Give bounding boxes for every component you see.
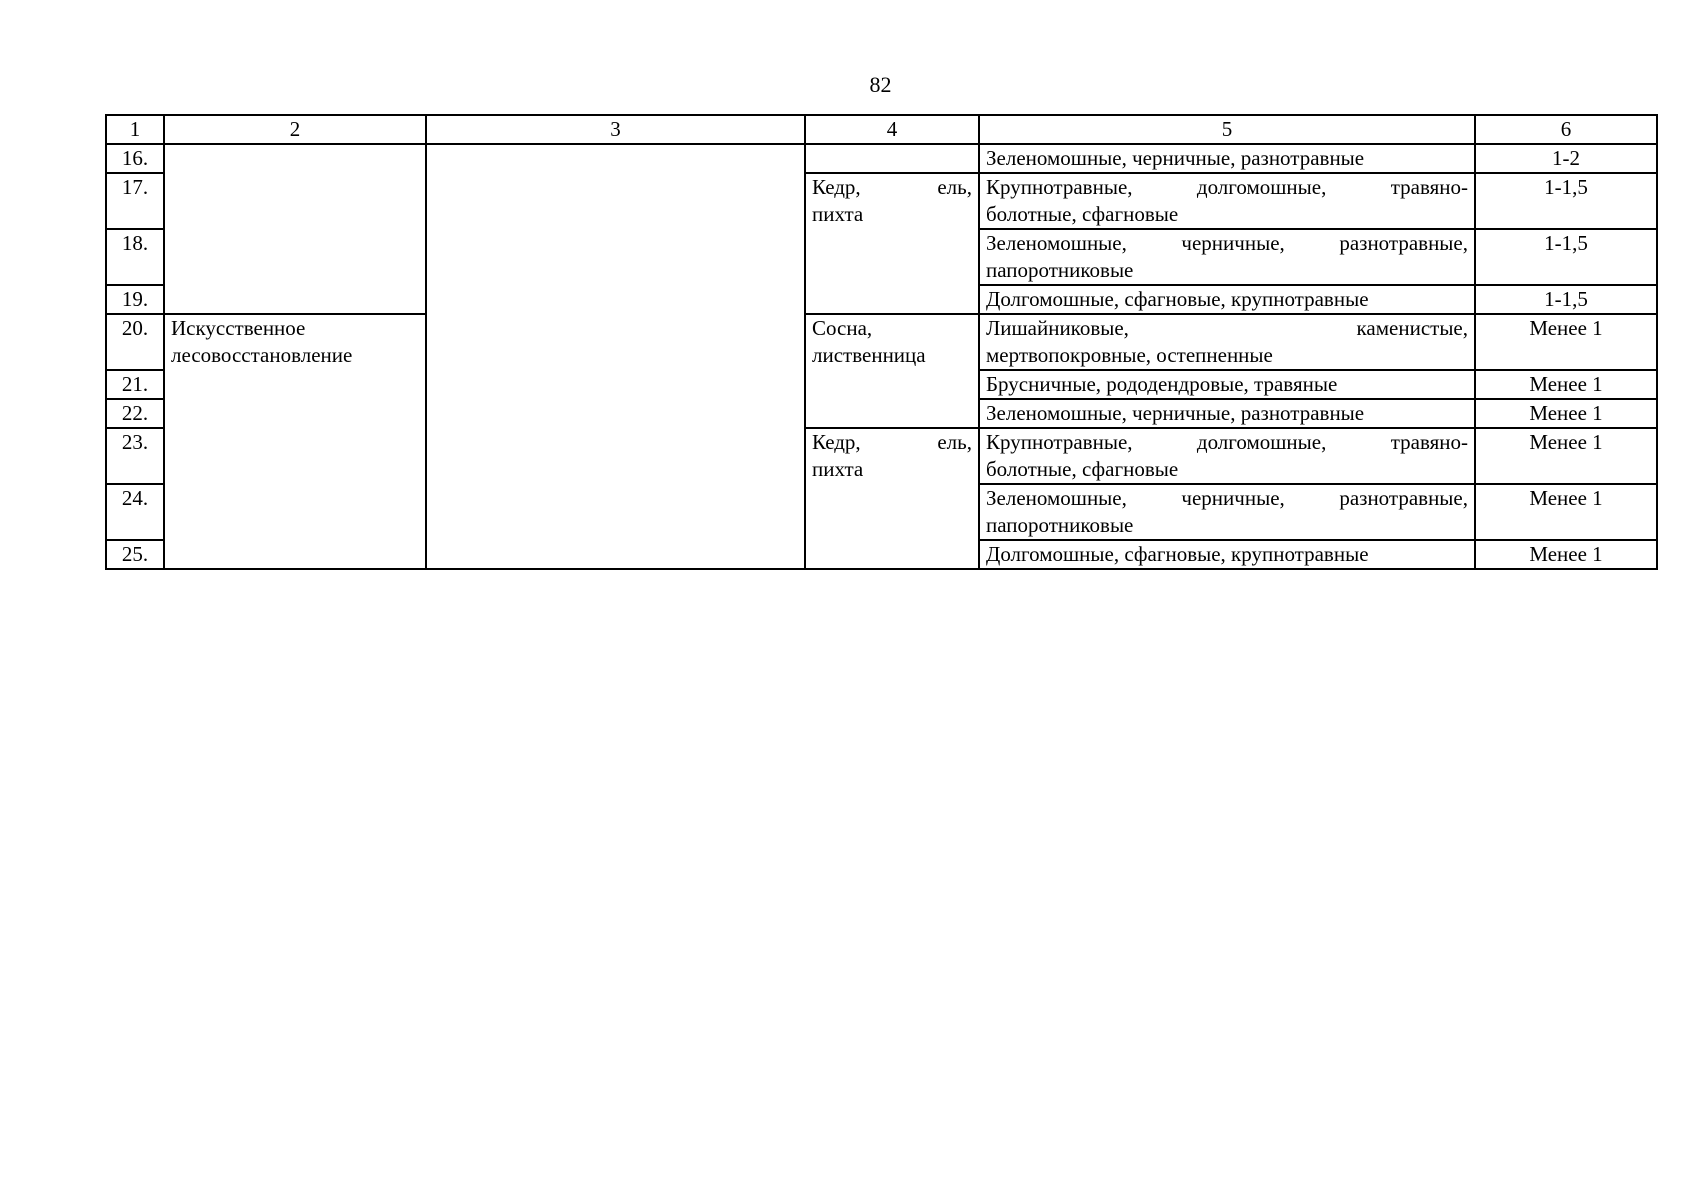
- table-row: [106, 144, 1657, 173]
- vegetation-line: Лишайниковые, каменистые,: [986, 316, 1468, 340]
- value-cell: 1-1,5: [1475, 285, 1657, 314]
- table-row: [106, 314, 1657, 370]
- row-number: 18.: [106, 229, 164, 285]
- row-number: 16.: [106, 144, 164, 173]
- species-line: пихта: [812, 202, 864, 226]
- row-number: 25.: [106, 540, 164, 569]
- species-cell: [805, 314, 979, 428]
- species-line: лиственница: [812, 343, 926, 367]
- vegetation-line: Зеленомошные, черничные, разнотравные: [986, 146, 1365, 170]
- header-cell: 5: [979, 115, 1475, 144]
- value-cell: Менее 1: [1475, 314, 1657, 370]
- row-number: 20.: [106, 314, 164, 370]
- value-cell: Менее 1: [1475, 540, 1657, 569]
- header-cell: 6: [1475, 115, 1657, 144]
- header-cell: 3: [426, 115, 805, 144]
- species-line: Кедр, ель,: [812, 175, 972, 199]
- header-cell: 4: [805, 115, 979, 144]
- header-cell: 1: [106, 115, 164, 144]
- vegetation-cell: [979, 173, 1475, 229]
- vegetation-line: Крупнотравные, долгомошные, травяно-: [986, 430, 1468, 454]
- row-number: 24.: [106, 484, 164, 540]
- value-cell: 1-2: [1475, 144, 1657, 173]
- row-number: 22.: [106, 399, 164, 428]
- method-line: лесовосстановление: [171, 343, 353, 367]
- species-line: Сосна,: [812, 316, 873, 340]
- column-3-cell-empty: [426, 144, 805, 569]
- value-cell: 1-1,5: [1475, 173, 1657, 229]
- method-cell-empty: [164, 144, 426, 314]
- value-cell: Менее 1: [1475, 399, 1657, 428]
- row-number: 23.: [106, 428, 164, 484]
- vegetation-line: Долгомошные, сфагновые, крупнотравные: [986, 287, 1369, 311]
- row-number: 21.: [106, 370, 164, 399]
- vegetation-line: болотные, сфагновые: [986, 202, 1179, 226]
- header-cell: 2: [164, 115, 426, 144]
- vegetation-cell: [979, 399, 1475, 428]
- vegetation-line: папоротниковые: [986, 513, 1134, 537]
- vegetation-line: мертвопокровные, остепненные: [986, 343, 1273, 367]
- row-number: 17.: [106, 173, 164, 229]
- row-number: 19.: [106, 285, 164, 314]
- value-cell: Менее 1: [1475, 370, 1657, 399]
- method-cell: [164, 314, 426, 569]
- vegetation-cell: [979, 314, 1475, 370]
- vegetation-cell: [979, 229, 1475, 285]
- method-line: Искусственное: [171, 316, 306, 340]
- value-cell: 1-1,5: [1475, 229, 1657, 285]
- species-cell: [805, 173, 979, 314]
- species-cell-empty: [805, 144, 979, 173]
- vegetation-cell: [979, 144, 1475, 173]
- vegetation-line: Зеленомошные, черничные, разнотравные,: [986, 486, 1468, 510]
- vegetation-line: Долгомошные, сфагновые, крупнотравные: [986, 542, 1369, 566]
- vegetation-line: Зеленомошные, черничные, разнотравные,: [986, 231, 1468, 255]
- vegetation-line: Крупнотравные, долгомошные, травяно-: [986, 175, 1468, 199]
- vegetation-line: папоротниковые: [986, 258, 1134, 282]
- data-table: [105, 114, 1658, 570]
- species-cell: [805, 428, 979, 569]
- vegetation-cell: [979, 484, 1475, 540]
- vegetation-cell: [979, 428, 1475, 484]
- page-number: 82: [869, 72, 892, 97]
- value-cell: Менее 1: [1475, 428, 1657, 484]
- vegetation-cell: [979, 285, 1475, 314]
- table-header-row: [106, 115, 1657, 144]
- value-cell: Менее 1: [1475, 484, 1657, 540]
- species-line: Кедр, ель,: [812, 430, 972, 454]
- species-line: пихта: [812, 457, 864, 481]
- vegetation-line: Брусничные, рододендровые, травяные: [986, 372, 1338, 396]
- vegetation-line: Зеленомошные, черничные, разнотравные: [986, 401, 1365, 425]
- vegetation-cell: [979, 370, 1475, 399]
- vegetation-cell: [979, 540, 1475, 569]
- vegetation-line: болотные, сфагновые: [986, 457, 1179, 481]
